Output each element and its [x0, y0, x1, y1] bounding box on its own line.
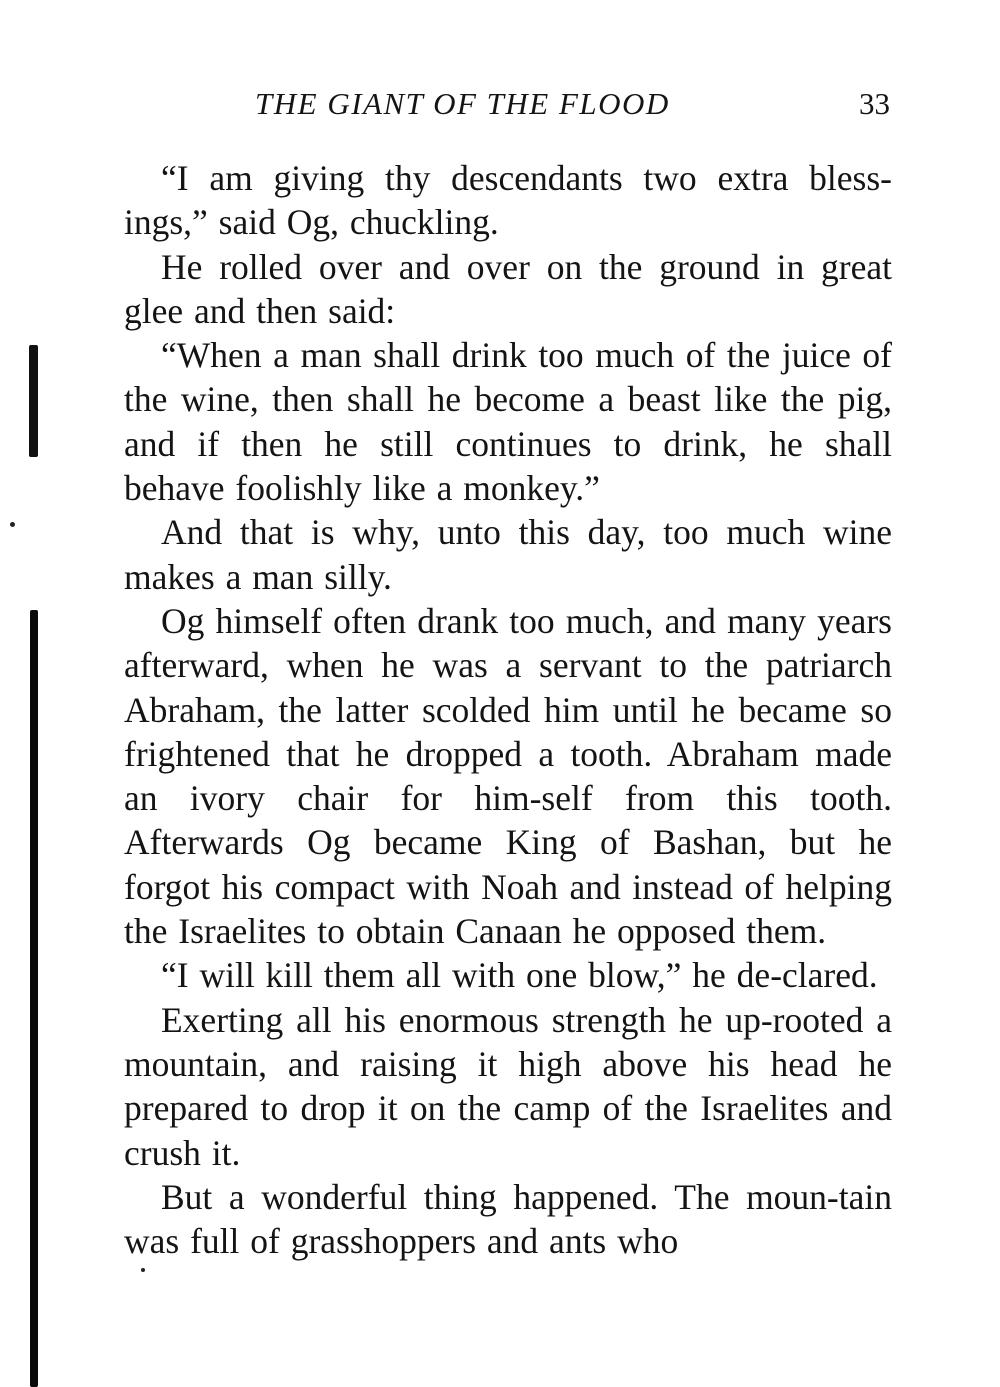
paragraph: And that is why, unto this day, too much wine makes a man silly.: [124, 512, 892, 597]
paragraph: But a wonderful thing happened. The moun-tain was full of grasshoppers and ants who: [124, 1176, 892, 1262]
paragraph: He rolled over and over on the ground in great glee and then said:: [124, 246, 892, 331]
paragraph: “When a man shall drink too much of the juice of the wine, then shall he become a beast like the pig, and if then he still continues to drink, he shall behave foolishly like a monkey.”: [124, 335, 892, 509]
paragraph: Og himself often drank too much, and many years afterward, when he was a servant to the patriarch Abraham, the latter scolded him until he became so frightened that he dropped a tooth. Abraham made an ivory chair for him-self from this tooth. Afterwards Og became King of Bashan, but he forgot his compact with Noah and instead of helping the Israelites to obtain Canaan he opposed them.: [124, 600, 892, 952]
scan-speck: [10, 522, 15, 527]
scan-speck: [141, 1268, 145, 1272]
paragraph: Exerting all his enormous strength he up-rooted a mountain, and raising it high above his head he prepared to drop it on the camp of the Israelites and crush it.: [124, 999, 892, 1173]
binding-shadow-upper: [29, 345, 38, 457]
running-head: [255, 86, 895, 136]
paragraph: “I will kill them all with one blow,” he de-clared.: [161, 955, 878, 996]
page-number: 33: [859, 86, 890, 121]
running-title: THE GIANT OF THE FLOOD: [255, 86, 670, 121]
paragraph: “I am giving thy descendants two extra bless-ings,” said Og, chuckling.: [124, 158, 892, 243]
binding-shadow: [30, 610, 38, 1387]
body-text: [124, 156, 892, 1263]
